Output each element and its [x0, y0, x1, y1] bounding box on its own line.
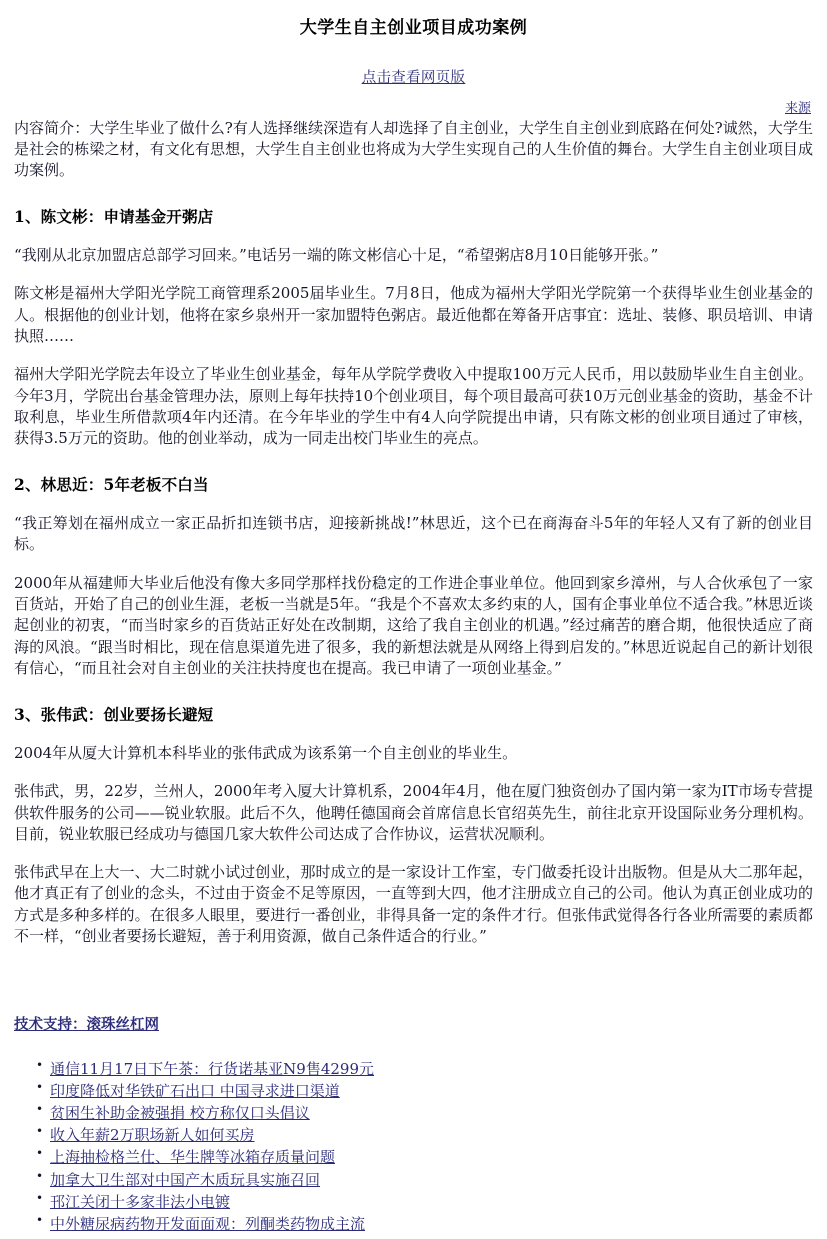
news-link[interactable]: 通信11月17日下午茶：行货诺基亚N9售4299元	[50, 1060, 375, 1079]
section-heading-1: 1、陈文彬：申请基金开粥店	[14, 207, 214, 227]
section-2-paragraph-2: 2000年从福建师大毕业后他没有像大多同学那样找份稳定的工作进企事业单位。他回到家乡漳州，与人合伙承包了一家百货站，开始了自己的创业生涯，老板一当就是5年。“我是个不喜欢太多约束的人，国有企事业单位不适合我。”林思近谈起创业的初衷，“而当时家乡的百货站正好处在改制期，这给了我自主创业的机遇。”经过痛苦的磨合期，他很快适应了商海的风浪。“跟当时相比，现在信息渠道先进了很多，我的新想法就是从网络上得到启发的。”林思近说起自己的新计划很有信心，“而且社会对自主创业的关注扶持度也在提高。我已申请了一项创业基金。”	[14, 573, 813, 677]
section-heading-2: 2、林思近：5年老板不白当	[14, 475, 209, 495]
credit-row	[14, 1013, 813, 1034]
list-item	[50, 1102, 813, 1124]
section-heading-3: 3、张伟武：创业要扬长避短	[14, 705, 214, 725]
section-1-paragraph-2: 陈文彬是福州大学阳光学院工商管理系2005届毕业生。7月8日，他成为福州大学阳光学院第一个获得毕业生创业基金的人。根据他的创业计划，他将在家乡泉州开一家加盟特色粥店。最近他都在筹备开店事宜：选址、装修、职员培训、申请执照……	[14, 284, 813, 345]
news-link[interactable]: 邗江关闭十多家非法小电镀	[50, 1192, 231, 1211]
news-link[interactable]: 上海抽检格兰仕、华生牌等冰箱存质量问题	[50, 1148, 336, 1167]
section-1-paragraph-1: “我刚从北京加盟店总部学习回来。”电话另一端的陈文彬信心十足，“希望粥店8月10日能够开张。”	[14, 246, 659, 265]
news-link[interactable]: 收入年薪2万职场新人如何买房	[50, 1126, 255, 1145]
tech-support-link[interactable]: 技术支持：滚珠丝杠网	[14, 1016, 159, 1034]
list-item	[50, 1213, 813, 1235]
source-link[interactable]: 来源	[784, 100, 811, 116]
section-3-paragraph-2: 张伟武，男，22岁，兰州人，2000年考入厦大计算机系，2004年4月，他在厦门独资创办了国内第一家为IT市场专营提供软件服务的公司——锐业软服。此后不久，他聘任德国商会首席信息长官绍英先生，前往北京开设国际业务分理机构。目前，锐业软服已经成功与德国几家大软件公司达成了合作协议，运营状况顺利。	[14, 782, 813, 843]
list-item	[50, 1058, 813, 1080]
intro-paragraph: 内容简介：大学生毕业了做什么?有人选择继续深造有人却选择了自主创业，大学生自主创业到底路在何处?诚然，大学生是社会的栋梁之材，有文化有思想，大学生自主创业也将成为大学生实现自己的人生价值的舞台。大学生自主创业项目成功案例。	[14, 118, 813, 180]
section-2-paragraph-1: “我正筹划在福州成立一家正品折扣连锁书店，迎接新挑战!”林思近，这个已在商海奋斗5年的年轻人又有了新的创业目标。	[14, 514, 813, 554]
list-item	[50, 1169, 813, 1191]
list-item	[50, 1191, 813, 1213]
page-title: 大学生自主创业项目成功案例	[299, 18, 528, 38]
section-1-paragraph-3: 福州大学阳光学院去年设立了毕业生创业基金，每年从学院学费收入中提取100万元人民币，用以鼓励毕业生自主创业。今年3月，学院出台基金管理办法，原则上每年扶持10个创业项目，每个项目最高可获10万元创业基金的资助，基金不计取利息，毕业生所借款项4年内还清。在今年毕业的学生中有4人向学院提出申请，只有陈文彬的创业项目通过了审核，获得3.5万元的资助。他的创业举动，成为一同走出校门毕业生的亮点。	[14, 365, 813, 448]
news-link[interactable]: 贫困生补助金被强捐 校方称仅口头倡议	[50, 1104, 310, 1123]
news-link[interactable]: 中外糖尿病药物开发面面观：列酮类药物成主流	[50, 1214, 366, 1233]
view-web-version-link[interactable]: 点击查看网页版	[361, 69, 466, 86]
web-version-link-row	[14, 66, 813, 87]
section-3-paragraph-3: 张伟武早在上大一、大二时就小试过创业，那时成立的是一家设计工作室，专门做委托设计出版物。但是从大二那年起，他才真正有了创业的念头，不过由于资金不足等原因，一直等到大四，他才注册成立自己的公司。他认为真正创业成功的方式是多种多样的。在很多人眼里，要进行一番创业，非得具备一定的条件才行。但张伟武觉得各行各业所需要的素质都不一样，“创业者要扬长避短，善于利用资源，做自己条件适合的行业。”	[14, 863, 813, 945]
section-3-paragraph-1: 2004年从厦大计算机本科毕业的张伟武成为该系第一个自主创业的毕业生。	[14, 743, 518, 762]
list-item	[50, 1124, 813, 1146]
news-link[interactable]: 印度降低对华铁矿石出口 中国寻求进口渠道	[50, 1082, 340, 1101]
list-item	[50, 1146, 813, 1168]
list-item	[50, 1080, 813, 1102]
news-list	[14, 1058, 813, 1234]
news-link[interactable]: 加拿大卫生部对中国产木质玩具实施召回	[50, 1170, 321, 1189]
source-link-row	[14, 97, 813, 116]
